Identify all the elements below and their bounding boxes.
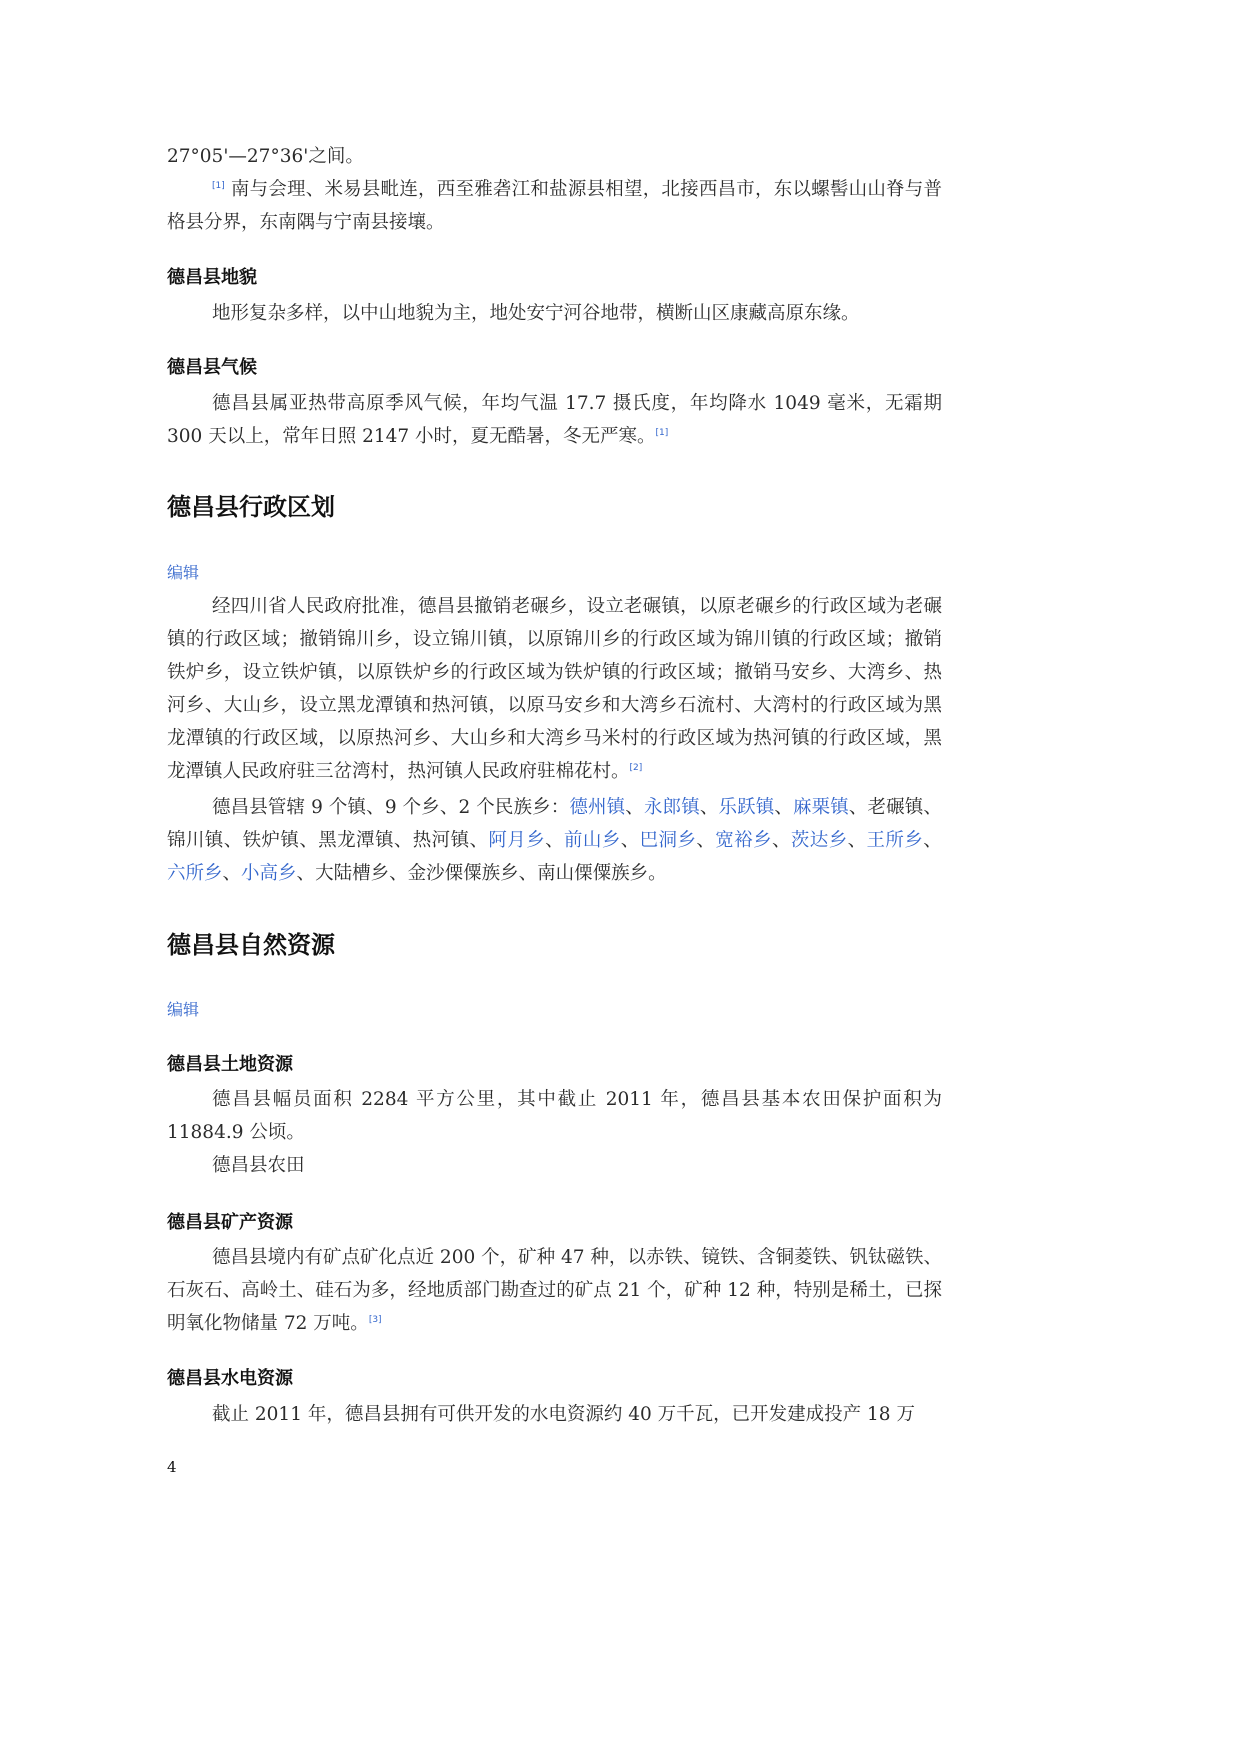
admin-edit-link[interactable]: 编辑 (167, 563, 200, 582)
climate-paragraph (167, 387, 942, 453)
town-name: 热河镇 (412, 830, 470, 851)
land-heading: 德昌县土地资源 (167, 1054, 293, 1075)
xiang-link[interactable]: 宽裕乡 (715, 830, 772, 851)
landform-heading: 德昌县地貌 (167, 267, 257, 288)
xiang-link[interactable]: 王所乡 (866, 830, 924, 851)
town-link[interactable]: 乐跃镇 (718, 797, 775, 818)
town-link[interactable]: 德州镇 (569, 797, 626, 818)
ref-1-link[interactable]: [1] (655, 427, 669, 438)
ref-2-link[interactable]: [2] (629, 762, 643, 773)
mineral-heading: 德昌县矿产资源 (167, 1212, 293, 1233)
climate-heading: 德昌县气候 (167, 357, 257, 378)
hydro-heading: 德昌县水电资源 (167, 1368, 293, 1389)
xiang-link[interactable]: 茨达乡 (790, 830, 848, 851)
admin-paragraph-1 (167, 590, 942, 788)
landform-paragraph: 地形复杂多样，以中山地貌为主，地处安宁河谷地带，横断山区康藏高原东缘。 (212, 303, 860, 324)
resources-edit-link[interactable]: 编辑 (167, 1000, 200, 1019)
town-link[interactable]: 麻栗镇 (793, 797, 849, 818)
coordinate-text (167, 140, 942, 173)
ref-3-link[interactable]: [3] (368, 1314, 382, 1325)
coordinate-range: 27°05'—27°36'之间。 (167, 146, 364, 167)
xiang-link[interactable]: 六所乡 (167, 863, 223, 884)
borders-paragraph (167, 173, 942, 239)
mineral-text: 德昌县境内有矿点矿化点近 200 个，矿种 47 种，以赤铁、镜铁、含铜菱铁、钒钛磁铁、石灰石、高岭土、硅石为多，经地质部门勘查过的矿点 21 个，矿种 12 种，特别是稀土，已探明氧化物储量 72 万吨。 (167, 1247, 942, 1334)
admin-heading: 德昌县行政区划 (167, 493, 335, 521)
borders-text: 南与会理、米易县毗连，西至雅砻江和盐源县相望，北接西昌市，东以螺髻山山脊与普格县分界，东南隅与宁南县接壤。 (167, 179, 942, 233)
town-name: 铁炉镇 (242, 830, 300, 851)
admin-text-1: 经四川省人民政府批准，德昌县撤销老碾乡，设立老碾镇，以原老碾乡的行政区域为老碾镇的行政区域；撤销锦川乡，设立锦川镇，以原锦川乡的行政区域为锦川镇的行政区域；撤销铁炉乡，设立铁炉镇，以原铁炉乡的行政区域为铁炉镇的行政区域；撤销马安乡、大湾乡、热河乡、大山乡，设立黑龙潭镇和热河镇，以原马安乡和大湾乡石流村、大湾村的行政区域为黑龙潭镇的行政区域，以原热河乡、大山乡和大湾乡马米村的行政区域为热河镇的行政区域，黑龙潭镇人民政府驻三岔湾村，热河镇人民政府驻棉花村。 (167, 596, 942, 782)
climate-text: 德昌县属亚热带高原季风气候，年均气温 17.7 摄氏度，年均降水 1049 毫米，无霜期 300 天以上，常年日照 2147 小时，夏无酷暑，冬无严寒。 (167, 393, 942, 447)
ref-1-link[interactable]: [1] (212, 180, 225, 191)
xiang-name: 金沙傈僳族乡 (407, 863, 519, 884)
xiang-link[interactable]: 巴洞乡 (639, 830, 697, 851)
admin-paragraph-2: 德昌县管辖 9 个镇、9 个乡、2 个民族乡：德州镇、永郎镇、乐跃镇、麻栗镇、老碾镇、锦川镇、铁炉镇、黑龙潭镇、热河镇、阿月乡、前山乡、巴洞乡、宽裕乡、茨达乡、王所乡、六所乡、小高乡、大陆槽乡、金沙傈僳族乡、南山傈僳族乡。 (167, 797, 942, 884)
xiang-name: 南山傈僳族乡 (537, 863, 649, 884)
xiang-link[interactable]: 阿月乡 (488, 830, 546, 851)
xiang-link[interactable]: 前山乡 (564, 830, 621, 851)
town-name: 黑龙潭镇 (318, 830, 394, 851)
town-name: 锦川镇 (167, 830, 224, 851)
land-paragraph: 德昌县幅员面积 2284 平方公里，其中截止 2011 年，德昌县基本农田保护面积为 11884.9 公顷。 (167, 1089, 942, 1143)
hydro-paragraph: 截止 2011 年，德昌县拥有可供开发的水电资源约 40 万千瓦，已开发建成投产 18 万 (212, 1404, 915, 1425)
town-name: 老碾镇 (867, 797, 924, 818)
page-number: 4 (167, 1458, 177, 1476)
town-link[interactable]: 永郎镇 (643, 797, 700, 818)
mineral-paragraph (167, 1241, 942, 1340)
xiang-link[interactable]: 小高乡 (241, 863, 297, 884)
xiang-name: 大陆槽乡 (315, 863, 390, 884)
resources-heading: 德昌县自然资源 (167, 931, 335, 959)
admin-intro: 德昌县管辖 9 个镇、9 个乡、2 个民族乡： (212, 797, 570, 818)
farmland-caption: 德昌县农田 (212, 1155, 305, 1176)
